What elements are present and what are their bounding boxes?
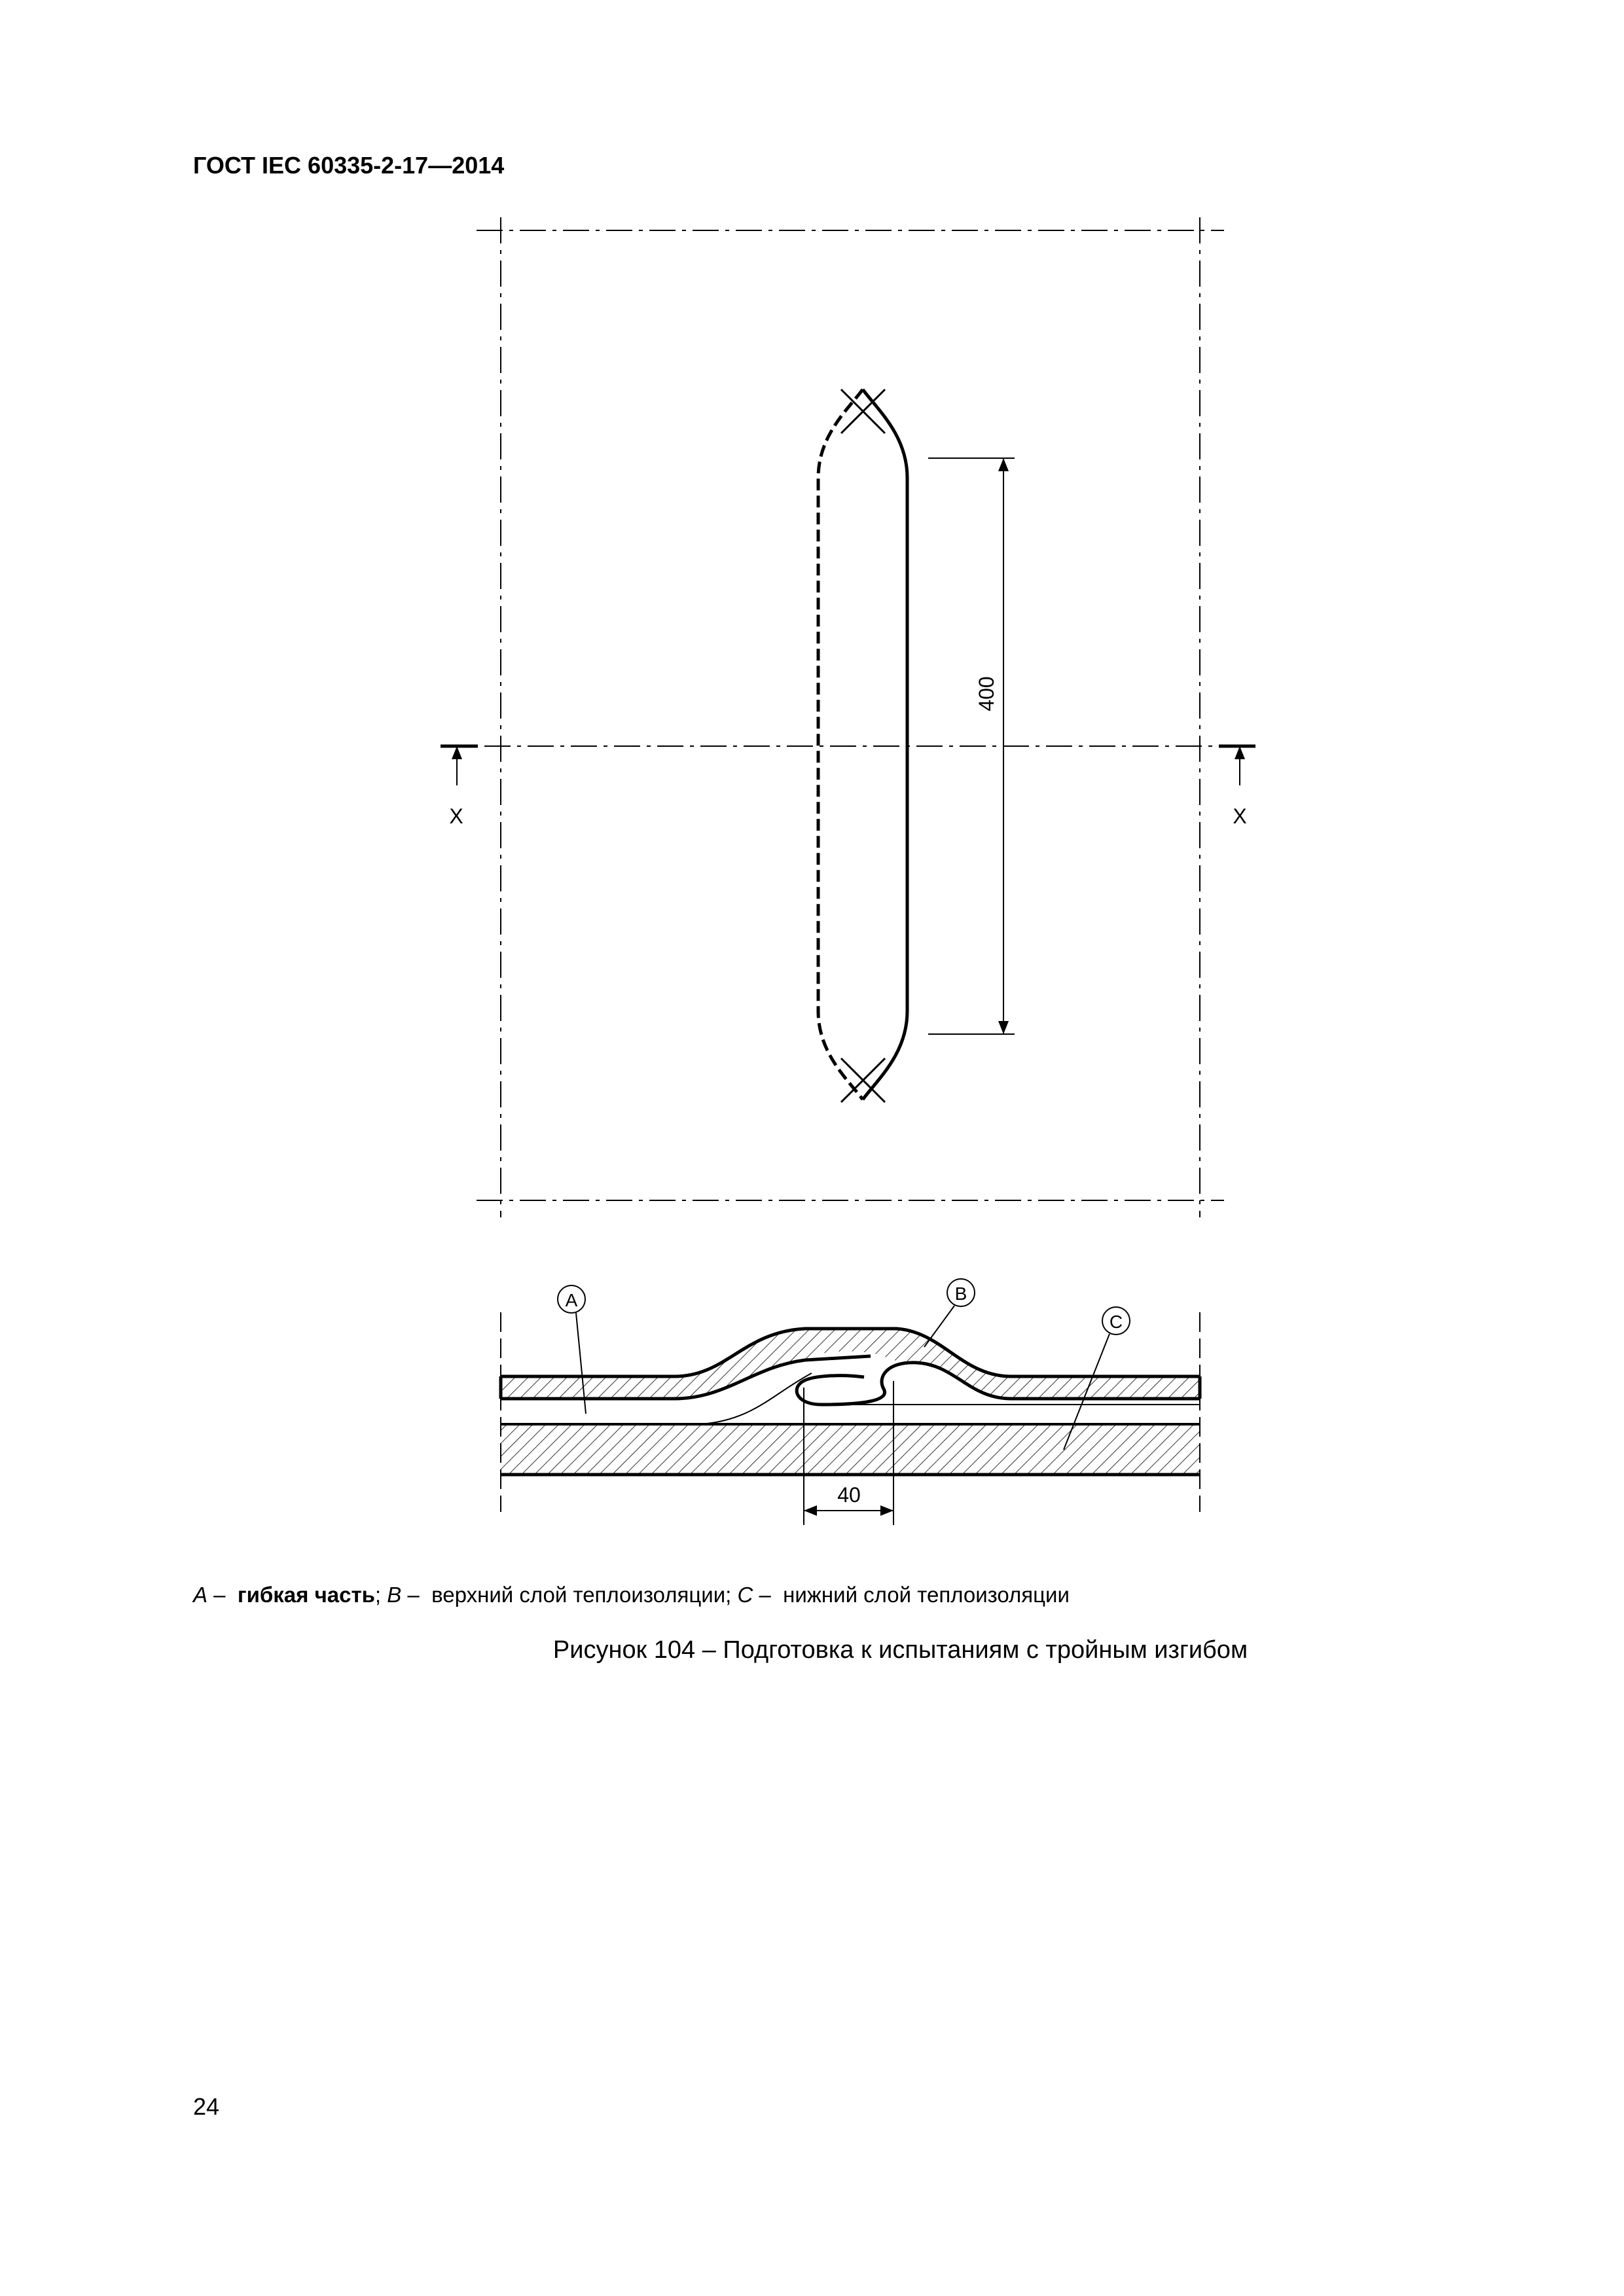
callout-b — [924, 1279, 975, 1347]
document-header-code: ГОСТ IEC 60335-2-17—2014 — [193, 152, 505, 179]
lower-insulation-layer — [501, 1424, 1200, 1475]
section-mark-right — [1219, 746, 1255, 785]
legend-text-b: верхний слой теплоизоляции — [431, 1583, 726, 1607]
section-label-left: X — [449, 804, 463, 828]
dimension-400-label: 400 — [975, 676, 998, 711]
callout-a-label: A — [565, 1290, 578, 1310]
legend-key-b: B — [387, 1583, 402, 1607]
legend-text-a: гибкая часть — [237, 1583, 375, 1607]
legend-key-c: C — [737, 1583, 753, 1607]
figure-legend: A – гибкая часть; B – верхний слой теплоизоляции; C – нижний слой теплоизоляции — [193, 1583, 1070, 1607]
legend-key-a: A — [193, 1583, 208, 1607]
section-label-right: X — [1233, 804, 1247, 828]
page-number: 24 — [193, 2093, 220, 2120]
dimension-40-label: 40 — [837, 1483, 861, 1507]
callout-b-label: B — [954, 1283, 967, 1304]
callout-c-label: C — [1109, 1312, 1123, 1332]
legend-text-c: нижний слой теплоизоляции — [783, 1583, 1070, 1607]
section-mark-left — [441, 746, 478, 785]
figure-caption: Рисунок 104 – Подготовка к испытаниям с тройным изгибом — [552, 1636, 1248, 1664]
upper-insulation-layer — [501, 1329, 1200, 1399]
